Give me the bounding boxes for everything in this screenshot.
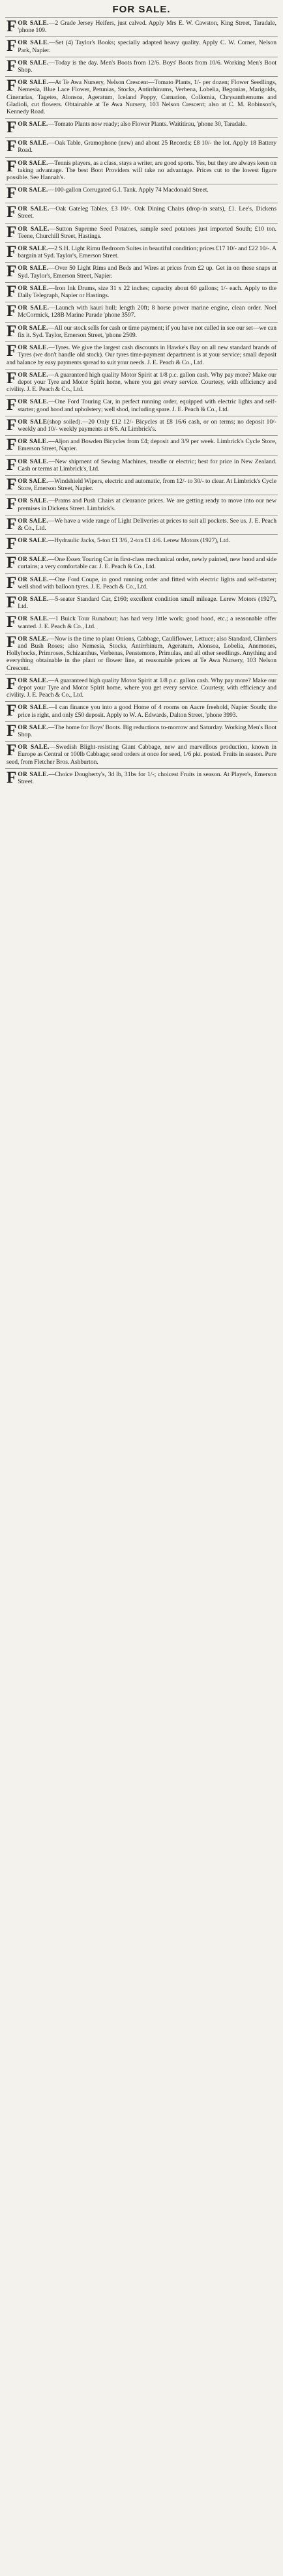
ad-lead: OR SALE. [18, 245, 48, 253]
drop-cap: F [7, 721, 17, 740]
ad-text: —At Te Awa Nursery, Nelson Crescent—Tomato Plants, 1/- per dozen; Flower Seedlings, Nemesia, Blue Lace Flower, Petunias, Stocks, Antirrhinums, Verbena, Lobelia, Begonias, Marigolds, Cinerarias, Tagetes, Alonsoa, Ageratum, Iceland Poppy, Carnation, Collomia, Chrysanthemums and Gladioli, cut flowers. Obtainable at Te Awa Nursery, 103 Nelson Crescent; also at C. M. Robinson's, Kennedy Road. [7, 79, 276, 116]
drop-cap: F [7, 573, 17, 592]
ad-text: —5-seater Standard Car, £160; excellent condition small mileage. Lerew Motors (1927), Ltd. [18, 595, 276, 611]
ad-lead: OR SALE. [18, 595, 49, 603]
ad-lead: OR SALE. [18, 324, 48, 332]
ad-lead: OR SALE. [18, 39, 50, 47]
drop-cap: F [7, 184, 17, 203]
ad-text: —2 S.H. Light Rimu Bedroom Suites in beautiful condition; prices £17 10/- and £22 10/-. A bargain at Syd. Taylor's, Emerson Street. [18, 245, 276, 260]
ad-text: —Over 50 Light Rims and Beds and Wires at prices from £2 up. Get in on these snaps at Syd. Taylor's, Emerson Street, Napier. [18, 265, 276, 280]
drop-cap: F [7, 342, 17, 360]
ad-lead: OR SALE. [18, 265, 49, 272]
classified-ad [5, 262, 278, 282]
classified-ad [5, 768, 278, 788]
ad-text: —100-gallon Corrugated G.I. Tank. Apply 74 Macdonald Street. [48, 186, 209, 194]
drop-cap: F [7, 57, 17, 75]
classified-ad [5, 674, 278, 702]
classified-ad [5, 613, 278, 632]
drop-cap: F [7, 593, 17, 611]
ad-lead: OR SALE. [18, 284, 49, 292]
ad-lead: OR SALE. [18, 575, 49, 583]
classified-ad [5, 534, 278, 553]
ad-lead: OR SALE. [18, 225, 50, 233]
ad-text: —One Essex Touring Car in first-class mechanical order, newly painted, new hood and side curtains; a very comfortable car. J. E. Peach & Co., Ltd. [18, 556, 276, 571]
drop-cap: F [7, 456, 17, 474]
drop-cap: F [7, 137, 17, 156]
drop-cap: F [7, 674, 17, 693]
ad-lead: OR SALE. [18, 497, 49, 505]
classified-ad [5, 76, 278, 118]
drop-cap: F [7, 18, 17, 35]
classified-ads-list [0, 17, 283, 788]
classified-ad [5, 741, 278, 768]
ad-lead: OR SALE. [18, 556, 48, 564]
ad-lead: OR SALE. [18, 186, 48, 194]
ad-lead: OR SALE. [18, 59, 49, 66]
drop-cap: F [7, 37, 17, 55]
ad-text: —I can finance you into a good Home of 4 rooms on Aacre freehold, Napier South; the price is right, and only £50 deposit. Apply to W. A. Edwards, Dalton Street, 'phone 3993. [18, 704, 276, 719]
drop-cap: F [7, 322, 17, 340]
ad-text: —Sutton Supreme Seed Potatoes, sample seed potatoes just imported South; £10 ton. Teene, Churchill Street, Hastings. [18, 225, 276, 240]
classified-ad [5, 322, 278, 341]
classified-ad [5, 242, 278, 262]
ad-lead: OR SALE. [18, 676, 48, 684]
ad-text: —Set (4) Taylor's Books; specially adapted heavy quality. Apply C. W. Corner, Nelson Park, Napier. [18, 39, 276, 54]
ad-lead: OR SALE. [18, 344, 49, 352]
classified-ad [5, 17, 278, 36]
classified-ad [5, 157, 278, 184]
classified-ad [5, 223, 278, 242]
ad-lead: OR SALE. [18, 438, 49, 446]
classified-ad [5, 416, 278, 435]
classified-ad [5, 475, 278, 495]
ad-text: —2 Grade Jersey Heifers, just calved. Apply Mrs E. W. Cawston, King Street, Taradale, 'phone 109. [18, 20, 276, 35]
ad-text: —The home for Boys' Boots. Big reductions to-morrow and Saturday. Working Men's Boot Shop. [18, 723, 276, 739]
classified-ad [5, 57, 278, 76]
ad-lead: OR SALE. [18, 398, 49, 406]
classified-ad [5, 341, 278, 369]
drop-cap: F [7, 613, 17, 631]
classified-ad [5, 435, 278, 455]
ad-text: —Choice Dougherty's, 3d lb, 31bs for 1/-; choicest Fruits in season. At Player's, Emerson Street. [18, 770, 276, 786]
classified-ad [5, 369, 278, 396]
ad-text: —A guaranteed high quality Motor Spirit at 1/8 p.c. gallon cash. Why pay more? Make our depot your Tyre and Motor Spirit home, where you get every service. Courtesy, with efficiency and civility. J. E. Peach & Co., Ltd. [7, 371, 276, 394]
drop-cap: F [7, 633, 17, 651]
drop-cap: F [7, 77, 17, 95]
ad-lead: OR SALE. [18, 517, 48, 525]
classified-ad [5, 573, 278, 593]
ad-text: —Swedish Blight-resisting Giant Cabbage, new and marvellous production, known in Europe as Central or 100lb Cabbage; send orders at once for seed, 1/6 pkt. posted. Fruits in season. Pure seed, from Fletcher Bros. Ashburton. [7, 744, 276, 766]
ad-lead: OR SALE. [18, 477, 48, 485]
ad-text: —Oak Gateleg Tables, £3 10/-. Oak Dining Chairs (drop-in seats), £1. Lee's, Dickens Street. [18, 205, 276, 220]
ad-text: —1 Buick Tour Runabout; has had very little work; good hood, etc.; a reasonable offer wanted. J. E. Peach & Co., Ltd. [18, 615, 276, 630]
classified-ad [5, 633, 278, 674]
ad-text: —One Ford Coupe, in good running order and fitted with electric lights and self-starter; well shod with balloon tyres. J. E. Peach & Co., Ltd. [18, 575, 276, 590]
ad-text: —All our stock sells for cash or time payment; if you have not called in see our set—we can fix it. Syd. Taylor, Emerson Street, 'phone 2509. [18, 324, 276, 339]
classified-ad [5, 456, 278, 475]
ad-text: —Aljon and Bowden Bicycles from £4; deposit and 3/9 per week. Limbrick's Cycle Store, Emerson Street, Napier. [18, 438, 276, 453]
ad-text: —Now is the time to plant Onions, Cabbage, Cauliflower, Lettuce; also Standard, Climbers and Bush Roses; also Nemesia, Stocks, Antirrhinum, Ageratum, Alonsoa, Lobelia, Anemones, Hollyhocks, Primroses, Schizanthus, Verbenas, Penstemons, Primulas, and all other seedlings. Anything and everything obtainable in the plant or flower line, at reasonable prices at Te Awa Nursery, 103 Nelson Crescent. [7, 635, 276, 672]
drop-cap: F [7, 157, 17, 175]
ad-lead: OR SALE. [18, 770, 49, 778]
classified-ad [5, 36, 278, 56]
classified-ad [5, 184, 278, 203]
ad-lead: OR SALE. [18, 159, 48, 167]
ad-text: —Prams and Push Chairs at clearance prices. We are getting ready to move into our new premises in Dickens Street. Limbrick's. [18, 497, 276, 512]
drop-cap: F [7, 396, 17, 414]
drop-cap: F [7, 243, 17, 261]
drop-cap: F [7, 203, 17, 222]
drop-cap: F [7, 475, 17, 493]
ad-text: —Tyres. We give the largest cash discounts in Hawke's Bay on all new standard brands of Tyres (we don't handle old stock). Our tyres time-payment department is at your service; small deposit and balance by easy payments spread to suit your needs. J. E. Peach & Co., Ltd. [7, 344, 276, 366]
drop-cap: F [7, 436, 17, 454]
ad-text: —We have a wide range of Light Deliveries at prices to suit all pockets. See us. J. E. Peach & Co., Ltd. [18, 517, 276, 532]
drop-cap: F [7, 282, 17, 300]
classified-ad [5, 282, 278, 302]
ad-lead: OR SALE. [18, 704, 49, 712]
classified-ad [5, 515, 278, 534]
drop-cap: F [7, 554, 17, 572]
ad-text: —Oak Table, Gramophone (new) and about 25 Records; £8 10/- the lot. Apply 18 Battery Road. [18, 139, 276, 154]
classified-ad [5, 553, 278, 573]
ad-lead: OR SALE. [18, 205, 50, 213]
ad-text: —One Ford Touring Car, in perfect running order, equipped with electric lights and self-starter; good hood and upholstery; well shod, including spare. J. E. Peach & Co., Ltd. [18, 398, 276, 413]
ad-text: —Today is the day. Men's Boots from 12/6. Boys' Boots from 10/6. Working Men's Boot Shop. [18, 59, 276, 74]
drop-cap: F [7, 416, 17, 434]
classified-ad [5, 721, 278, 741]
classified-ad [5, 396, 278, 415]
drop-cap: F [7, 495, 17, 514]
drop-cap: F [7, 263, 17, 281]
ad-text: —New shipment of Sewing Machines, treadle or electric; best for price in New Zealand. Cash or terms at Limbrick's, Ltd. [18, 457, 276, 472]
classified-ad [5, 118, 278, 137]
classified-ad [5, 593, 278, 613]
classified-ad [5, 137, 278, 156]
classified-ad [5, 701, 278, 721]
ad-lead: OR SALE. [18, 139, 49, 147]
drop-cap: F [7, 702, 17, 720]
ad-lead: OR SALE. [18, 79, 49, 87]
ad-lead: OR SALE [18, 418, 48, 426]
ad-lead: OR SALE. [18, 20, 49, 27]
ad-lead: OR SALE. [18, 371, 48, 379]
drop-cap: F [7, 119, 17, 137]
classified-ad [5, 302, 278, 321]
ad-text: —Iron Ink Drums, size 31 x 22 inches; capacity about 60 gallons; 1/- each. Apply to the Daily Telegraph, Napier or Hastings. [18, 284, 276, 300]
drop-cap: F [7, 223, 17, 241]
ad-lead: OR SALE. [18, 457, 49, 465]
ad-lead: OR SALE. [18, 744, 50, 751]
ad-text: —Launch with kauri hull; length 20ft; 8 horse power marine engine, clean order. Noel McCormick, 128B Marine Parade 'phone 3597. [18, 304, 276, 319]
ad-lead: OR SALE. [18, 615, 50, 623]
ad-text: —Tennis players, as a class, stays a writer, are good sports. Yes, but they are always keen on taking advantage. The best Boot Providers will take no advantage. Prices cut to the lowest figure possible. See Hannah's. [7, 159, 276, 182]
drop-cap: F [7, 515, 17, 533]
ad-text: —Hydraulic Jacks, 5-ton £1 3/6, 2-ton £1 4/6. Lerew Motors (1927), Ltd. [48, 537, 230, 545]
ad-lead: OR SALE. [18, 537, 48, 545]
ad-lead: OR SALE. [18, 723, 48, 731]
ad-text: (shop soiled).—20 Only £12 12/- Bicycles at £8 16/6 cash, or on terms; no deposit 10/- weekly and 10/- weekly payments at 6/6. At Limbrick's. [18, 418, 277, 433]
ad-lead: OR SALE. [18, 635, 48, 643]
ad-text: —Windshield Wipers, electric and automatic, from 12/- to 30/- to clear. At Limbrick's Cycle Store, Emerson Street, Napier. [18, 477, 276, 493]
ad-text: —Tomato Plants now ready; also Flower Plants. Waititirau, 'phone 30, Taradale. [48, 121, 247, 128]
ad-text: —A guaranteed high quality Motor Spirit at 1/8 p.c. gallon cash. Why pay more? Make our depot your Tyre and Motor Spirit home, where you get every service. Courtesy, with efficiency and civility. J. E. Peach & Co., Ltd. [7, 676, 276, 699]
classified-ad [5, 203, 278, 222]
drop-cap: F [7, 535, 17, 553]
ad-lead: OR SALE. [18, 121, 48, 128]
drop-cap: F [7, 742, 17, 760]
drop-cap: F [7, 768, 17, 787]
ad-lead: OR SALE. [18, 304, 50, 312]
classified-ad [5, 495, 278, 514]
drop-cap: F [7, 302, 17, 321]
drop-cap: F [7, 369, 17, 387]
section-heading: FOR SALE. [112, 4, 171, 15]
